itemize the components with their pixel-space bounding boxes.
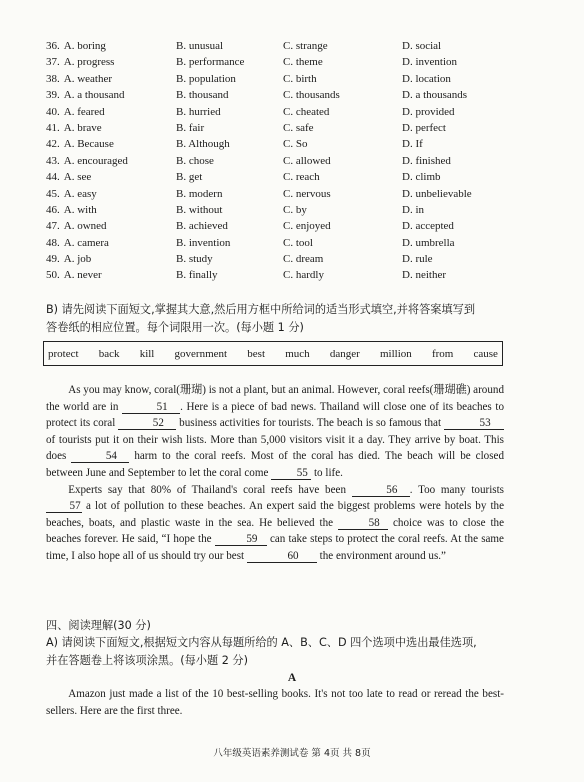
option-c[interactable]: C. nervous [283,187,331,200]
question-number: 42. [46,138,60,151]
option-cell [46,54,114,70]
option-cell [46,267,102,283]
option-a[interactable]: A. owned [63,220,107,233]
option-row [0,218,584,234]
option-b[interactable]: B. finally [176,269,218,282]
option-cell [46,251,91,267]
question-number: 45. [46,187,60,200]
option-b[interactable]: B. invention [176,236,231,249]
blank-59[interactable]: 59 [215,533,267,546]
question-number: 50. [46,269,60,282]
word-box-word: best [247,347,266,360]
option-row [0,202,584,218]
option-c[interactable]: C. strange [283,40,328,52]
option-row [0,186,584,202]
option-d[interactable]: D. rule [402,253,433,266]
option-d[interactable]: D. a thousands [402,89,468,102]
option-c[interactable]: C. thousands [283,89,340,102]
question-number: 47. [46,220,60,233]
option-a[interactable]: A. see [63,171,92,184]
option-c[interactable]: C. enjoyed [283,220,331,233]
option-cell [46,136,114,152]
question-number: 40. [46,105,60,118]
question-number: 37. [46,56,60,69]
option-a[interactable]: A. camera [63,236,109,249]
option-b[interactable]: B. Although [176,138,230,151]
passage-text: can take steps to protect the coral reefs. At the same time, I also hope all of us should try our best [46,533,504,562]
section-b-instruction [46,301,546,337]
option-c[interactable]: C. theme [283,56,323,69]
option-cell [46,235,109,251]
word-box-word: million [379,347,412,360]
option-d[interactable]: D. If [402,138,423,151]
option-cell [46,186,97,202]
option-a[interactable]: A. encouraged [63,154,128,167]
passage-b [46,382,504,565]
word-box-word: cause [473,347,498,360]
passage-text: the environment around us.” [316,549,446,562]
option-d[interactable]: D. in [402,203,424,216]
option-b[interactable]: B. get [176,171,203,184]
option-d[interactable]: D. location [402,72,451,85]
question-number: 46. [46,203,60,216]
options-list [0,38,584,284]
option-a[interactable]: A. weather [63,72,113,85]
blank-54[interactable]: 54 [71,450,129,463]
option-d[interactable]: D. neither [402,269,446,282]
instruction-line: A) 请阅读下面短文,根据短文内容从每题所给的 A、B、C、D 四个选项中选出最佳选项, [46,636,477,649]
question-number: 38. [46,72,60,85]
option-row [0,54,584,70]
option-d[interactable]: D. perfect [402,121,446,134]
passage-text: As you may know, coral(珊瑚) is not a plant, but an animal. However, coral reefs(珊瑚礁) around the world are in [46,384,504,413]
option-d[interactable]: D. invention [402,56,457,69]
option-d[interactable]: D. accepted [402,220,454,233]
word-box-word: danger [329,347,360,360]
option-d[interactable]: D. provided [402,105,455,118]
option-cell [46,87,125,103]
option-c[interactable]: C. by [283,203,307,216]
option-row [0,169,584,185]
word-box-word: back [98,347,120,360]
option-cell [46,120,102,136]
blank-55[interactable]: 55 [271,467,311,480]
question-number: 43. [46,154,60,167]
passage-paragraph [46,482,504,565]
option-row [0,87,584,103]
option-row [0,71,584,87]
option-d[interactable]: D. umbrella [402,236,455,249]
option-cell [46,218,107,234]
passage-text: . Too many tourists [409,483,504,496]
option-c[interactable]: C. cheated [283,105,330,118]
option-c[interactable]: C. So [283,138,308,151]
passage-text: harm to the coral reefs. Most of the coral has died. The beach will be closed between June and September to let the coral come [46,450,504,479]
option-a[interactable]: A. job [63,253,92,266]
option-a[interactable]: A. progress [63,56,115,69]
option-c[interactable]: C. birth [283,72,317,85]
option-b[interactable]: B. modern [176,187,223,200]
passage-text: of tourists put it on their wish lists. More than 5,000 visitors visit it a day. They arrive by boat. This does [46,433,504,463]
option-c[interactable]: C. allowed [283,154,331,167]
option-cell [46,38,106,54]
option-a[interactable]: A. feared [63,105,105,118]
option-cell [46,153,128,169]
question-number: 39. [46,89,60,102]
option-row [0,38,584,54]
blank-53[interactable]: 53 [444,417,504,430]
word-box-word: government [174,347,228,360]
option-a[interactable]: A. never [63,269,102,282]
option-a[interactable]: A. with [63,203,97,216]
option-b[interactable]: B. study [176,253,213,266]
option-row [0,153,584,169]
word-box-word: from [431,347,454,360]
option-a[interactable]: A. Because [63,138,114,151]
option-row [0,104,584,120]
question-number: 36. [46,40,60,52]
passage-paragraph: Amazon just made a list of the 10 best-selling books. It's not too late to read or reread the best-sellers. Here are the first three. [46,688,504,717]
option-c[interactable]: C. dream [283,253,324,266]
option-b[interactable]: B. population [176,72,236,85]
option-b[interactable]: B. fair [176,121,205,134]
option-d[interactable]: D. climb [402,171,441,184]
blank-51[interactable]: 51 [122,401,180,414]
passage-text: . Here is a piece of bad news. Thailand will close one of its beaches to protect its coral [46,400,504,430]
question-number: 44. [46,171,60,184]
section-four-heading: 四、阅读理解(30 分) [46,619,151,632]
passage-paragraph [46,382,504,482]
option-d[interactable]: D. social [402,40,442,52]
question-number: 41. [46,121,60,134]
passage-text: business activities for tourists. The beach is so famous that [176,417,444,430]
option-b[interactable]: B. without [176,203,223,216]
option-row [0,251,584,267]
option-row [0,235,584,251]
option-c[interactable]: C. hardly [283,269,324,282]
option-c[interactable]: C. tool [283,236,313,249]
passage-text: a lot of pollution to these beaches. An expert said the biggest problems were hotels by the beaches, boats, and plastic waste in the sea. He believed the [46,500,504,529]
option-cell [46,169,91,185]
passage-text: to life. [311,466,343,479]
option-row [0,267,584,283]
option-d[interactable]: D. unbelievable [402,187,472,200]
blank-52[interactable]: 52 [118,417,176,430]
word-box-word: kill [139,347,155,360]
blank-56[interactable]: 56 [352,484,410,497]
passage-a-intro [46,686,504,719]
word-box-word: much [285,347,310,360]
option-d[interactable]: D. finished [402,154,451,167]
option-a[interactable]: A. easy [63,187,97,200]
option-b[interactable]: B. unusual [176,40,224,52]
blank-58[interactable]: 58 [338,517,388,530]
word-box-word: protect [48,347,79,360]
option-b[interactable]: B. achieved [176,220,228,233]
section-four-instruction [46,634,546,670]
option-b[interactable]: B. chose [176,154,214,167]
passage-text: Experts say that 80% of Thailand's coral reefs have been [68,483,352,496]
passage-label: A [287,672,297,684]
instruction-line: B) 请先阅读下面短文,掌握其大意,然后用方框中所给词的适当形式填空,并将答案填写到 [46,303,476,316]
blank-57[interactable]: 57 [46,500,82,513]
option-a[interactable]: A. boring [63,40,106,52]
instruction-line: 答卷纸的相应位置。每个词限用一次。(每小题 1 分) [46,321,304,334]
option-cell [46,202,97,218]
option-c[interactable]: C. safe [283,121,314,134]
page-footer: 八年级英语素养测试卷 第 4页 共 8页 [213,748,371,759]
blank-60[interactable]: 60 [247,550,317,563]
instruction-line: 并在答题卷上将该项涂黑。(每小题 2 分) [46,654,248,667]
question-number: 49. [46,253,60,266]
word-box [43,341,503,366]
option-b[interactable]: B. hurried [176,105,221,118]
option-b[interactable]: B. performance [176,56,245,69]
option-a[interactable]: A. brave [63,121,102,134]
option-row [0,136,584,152]
option-c[interactable]: C. reach [283,171,320,184]
option-b[interactable]: B. thousand [176,89,229,102]
option-cell [46,104,105,120]
option-row [0,120,584,136]
passage-text: choice was to close the beaches forever. He said, “I hope the [46,516,504,546]
option-a[interactable]: A. a thousand [63,89,125,102]
question-number: 48. [46,236,60,249]
option-cell [46,71,112,87]
